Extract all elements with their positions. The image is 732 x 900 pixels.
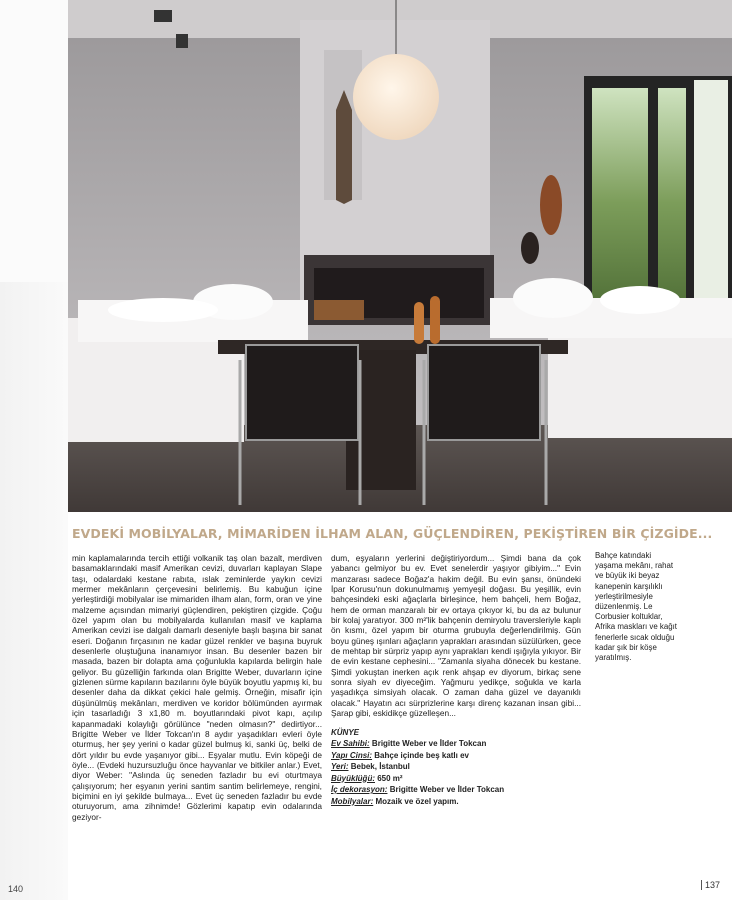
- left-page-strip: [0, 0, 68, 900]
- caption-text: Bahçe katındaki yaşama mekânı, rahat ve büyük iki beyaz kanepenin karşılıklı yerleştirilmesiyle düzenlenmiş. Le Corbusier koltuklar, Afrika maskları ve kağıt fenerlerle sıcak olduğu kadar şık bir köşe yaratılmış.: [595, 551, 678, 663]
- left-page-number: 140: [8, 884, 24, 894]
- kunye-row: [331, 796, 581, 808]
- body-column-2: [331, 553, 581, 807]
- kunye-row: [331, 750, 581, 762]
- kunye-value: 650 m²: [377, 773, 403, 783]
- photo-caption: [595, 551, 679, 663]
- kunye-key: Mobilyalar:: [331, 796, 374, 806]
- kunye-value: Bahçe içinde beş katlı ev: [374, 750, 469, 760]
- article-headline: EVDEKİ MOBİLYALAR, MİMARİDEN İLHAM ALAN, GÜÇLENDİREN, PEKİŞTİREN BİR ÇİZGİDE...: [72, 526, 713, 541]
- body-column-1: [72, 553, 322, 822]
- kunye-key: Yapı Cinsi:: [331, 750, 373, 760]
- kunye-title: KÜNYE: [331, 727, 360, 737]
- living-room-illustration: [68, 0, 732, 512]
- kunye-key: Yeri:: [331, 762, 349, 771]
- kunye-key: İç dekorasyon:: [331, 785, 388, 794]
- body-text-column-1: min kaplamalarında tercih ettiği volkanik taş olan bazalt, merdiven basamaklarındaki masif Amerikan cevizi, duvarları kaplayan Slape taşı, odalardaki kestane rabıta, ıslak zeminlerde yaykın cevizi mermer mekânların çerçevesini belirlemiş. Bu kabuğun içine yerleştirdiği mobilyalar ise mimariden ilham alan, form, oran ve yine malzeme açısından mimariyi güçlendiren, pekiştiren çizgide. Çoğu özel yapım olan bu mobilyalarda kullanılan masif ve kaplama Amerikan cevizi ise dalgalı damarlı deseniyle başlı başına bir sanat eseri. Doğanın fırçasının ne kadar güzel renkler ve başına buyruk desenlerle oluştuğuna inanamıyor insan. Bu desenler bazen bir masada, bazen bir dolapta ama çoğunlukla kapılarda belirgin hale geliyor. Bu güzelliğin farkında olan Brigitte Weber, duvarların içine gizlenen sürme kapıların bazılarını öyle büyük boyutlu yapmış ki, bu desenler daha da dikkat çekici hale gelmiş. Örneğin, misafir için düşünülmüş mekânları, merdiven ve koridor bölümünden ayırmak için tasarladığı 3 x1,80 m. boyutlarındaki pivot kapı, açılıp kapanmadaki kolaylığı görülünce "neden olmasın?" dedirtiyor... Brigitte Weber ve İlder Tokcan'ın 8 aydır yaşadıkları evleri öyle oturmuş, her şey yerini o kadar güzel bulmuş ki, sanki üç, belki de dört yıldır bu evde yaşanıyor gibi... Eşyalar mutlu. Evin köpeği de öyle... (Evdeki huzursuzluğu önce hayvanlar ve bitkiler anlar.) Evet, diyor Weber: "Aslında üç seneden fazladır bu evi oturtmaya çalışıyorum; her eşyanın yerini santim santim belirlemeye, rengini, biçimini en iyi şekilde bulmaya... Evet üç seneden fazladır bu evde oturuyorum, ama zihnimde! Gözlerimi kapatıp evin odalarında geziyor-: [72, 553, 322, 822]
- right-page-number: 137: [701, 880, 720, 890]
- kunye-value: Bebek, İstanbul: [350, 762, 410, 771]
- kunye-row: [331, 773, 581, 785]
- page-crease: [0, 282, 68, 900]
- kunye-row: [331, 784, 581, 796]
- kunye-key: Ev Sahibi:: [331, 739, 370, 748]
- kunye-key: Büyüklüğü:: [331, 773, 375, 783]
- kunye-value: Brigitte Weber ve İlder Tokcan: [389, 785, 505, 794]
- kunye-box: [331, 727, 581, 808]
- kunye-row: [331, 738, 581, 750]
- kunye-value: Mozaik ve özel yapım.: [375, 796, 459, 806]
- living-room-photo: [68, 0, 732, 512]
- body-text-column-2: dum, eşyaların yerlerini değiştiriyordum... Şimdi bana da çok yabancı gelmiyor bu ev. Evet senelerdir yaşıyor gibiyim..." Evin manzarası sadece Boğaz'a hakim değil. Bu evin şansı, önündeki İpar Korusu'nun dokunulmamış yemyeşil doğası. Bu yeşillik, evin bahçesindeki eski ağaçlarla birleşince, hem bahçeli, hem Boğaz, hem de orman manzaralı bir ev ortaya çıkıyor ki, bu da az bulunur bir kolaj yaratıyor. 300 m²'lik bahçenin demiryolu traversleriyle kaplı ön kısmı, özel yapım bir oturma grubuyla değerlendirilmiş. Gün boyu güneş ışınları ağaçların yaprakları arasından süzülürken, gece de mehtap bir sürpriz yapıp aynı yaprakları kendi ışığıyla yıkıyor. Bir de evin kestane cephesini... "Zamanla siyaha dönecek bu kestane. Şimdi yokuştan inerken açık renk ahşap ev diyorum, birkaç sene sonra siyah ev diyeceğim. Yağmuru yedikçe, soğukla ve karla yaşadıkça simsiyah olacak. O zaman daha güzel ve dayanıklı olacak." Hayatın acı sürprizlerine karşı direnç kazanan insan gibi... Şarap gibi, eskidikçe güzelleşen...: [331, 553, 581, 719]
- kunye-value: Brigitte Weber ve İlder Tokcan: [371, 739, 487, 748]
- kunye-row: [331, 761, 581, 773]
